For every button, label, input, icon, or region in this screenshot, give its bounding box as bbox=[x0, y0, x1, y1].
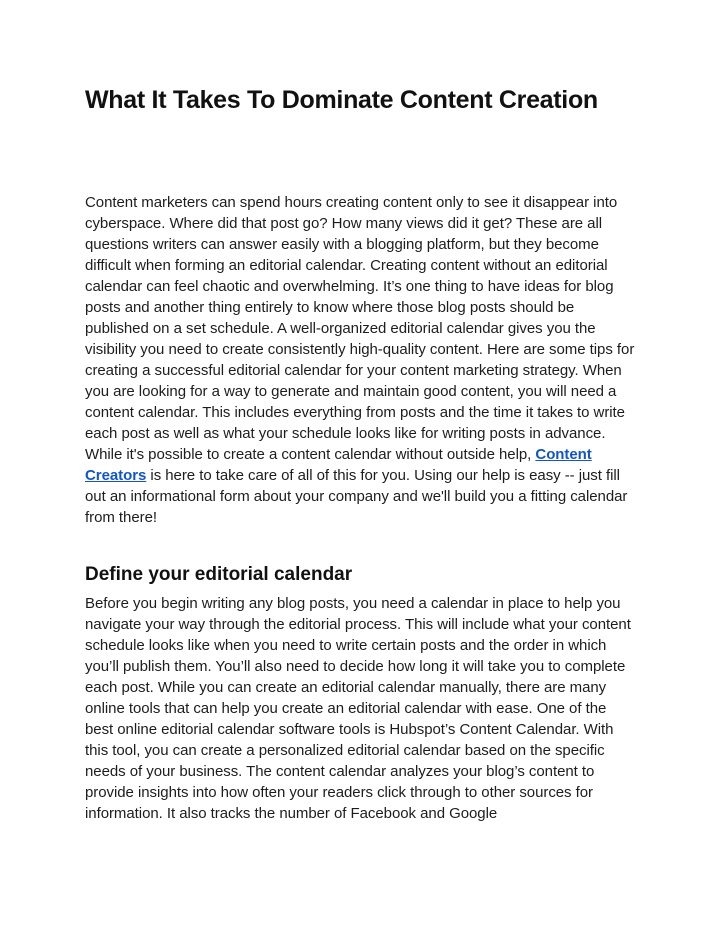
intro-paragraph bbox=[85, 192, 637, 528]
section-paragraph: Before you begin writing any blog posts, you need a calendar in place to help you navigate your way through the editorial process. This will include what your content schedule looks like when you need to write certain posts and the order in which you’ll publish them. You’ll also need to decide how long it will take you to complete each post. While you can create an editorial calendar manually, there are many online tools that can help you create an editorial calendar with ease. One of the best online editorial calendar software tools is Hubspot’s Content Calendar. With this tool, you can create a personalized editorial calendar based on the specific needs of your business. The content calendar analyzes your blog’s content to provide insights into how often your readers click through to other sources for information. It also tracks the number of Facebook and Google bbox=[85, 595, 631, 822]
section-heading: Define your editorial calendar bbox=[85, 564, 353, 585]
intro-text-before-link: Content marketers can spend hours creating content only to see it disappear into cyberspace. Where did that post go? How many views did it get? These are all questions writers can answer easily with a blogging platform, but they become difficult when forming an editorial calendar. Creating content without an editorial calendar can feel chaotic and overwhelming. It’s one thing to have ideas for blog posts and another thing entirely to know where those blog posts should be published on a set schedule. A well-organized editorial calendar gives you the visibility you need to create consistently high-quality content. Here are some tips for creating a successful editorial calendar for your content marketing strategy. When you are looking for a way to generate and maintain good content, you will need a content calendar. This includes everything from posts and the time it takes to write each post as well as what your schedule looks like for writing posts in advance. While it's possible to create a content calendar without outside help, bbox=[85, 194, 635, 463]
document-title: What It Takes To Dominate Content Creation bbox=[85, 86, 598, 114]
content-creators-link[interactable]: Content Creators bbox=[85, 446, 592, 484]
intro-text-after-link: is here to take care of all of this for you. Using our help is easy -- just fill out an informational form about your company and we'll build you a fitting calendar from there! bbox=[85, 467, 628, 526]
